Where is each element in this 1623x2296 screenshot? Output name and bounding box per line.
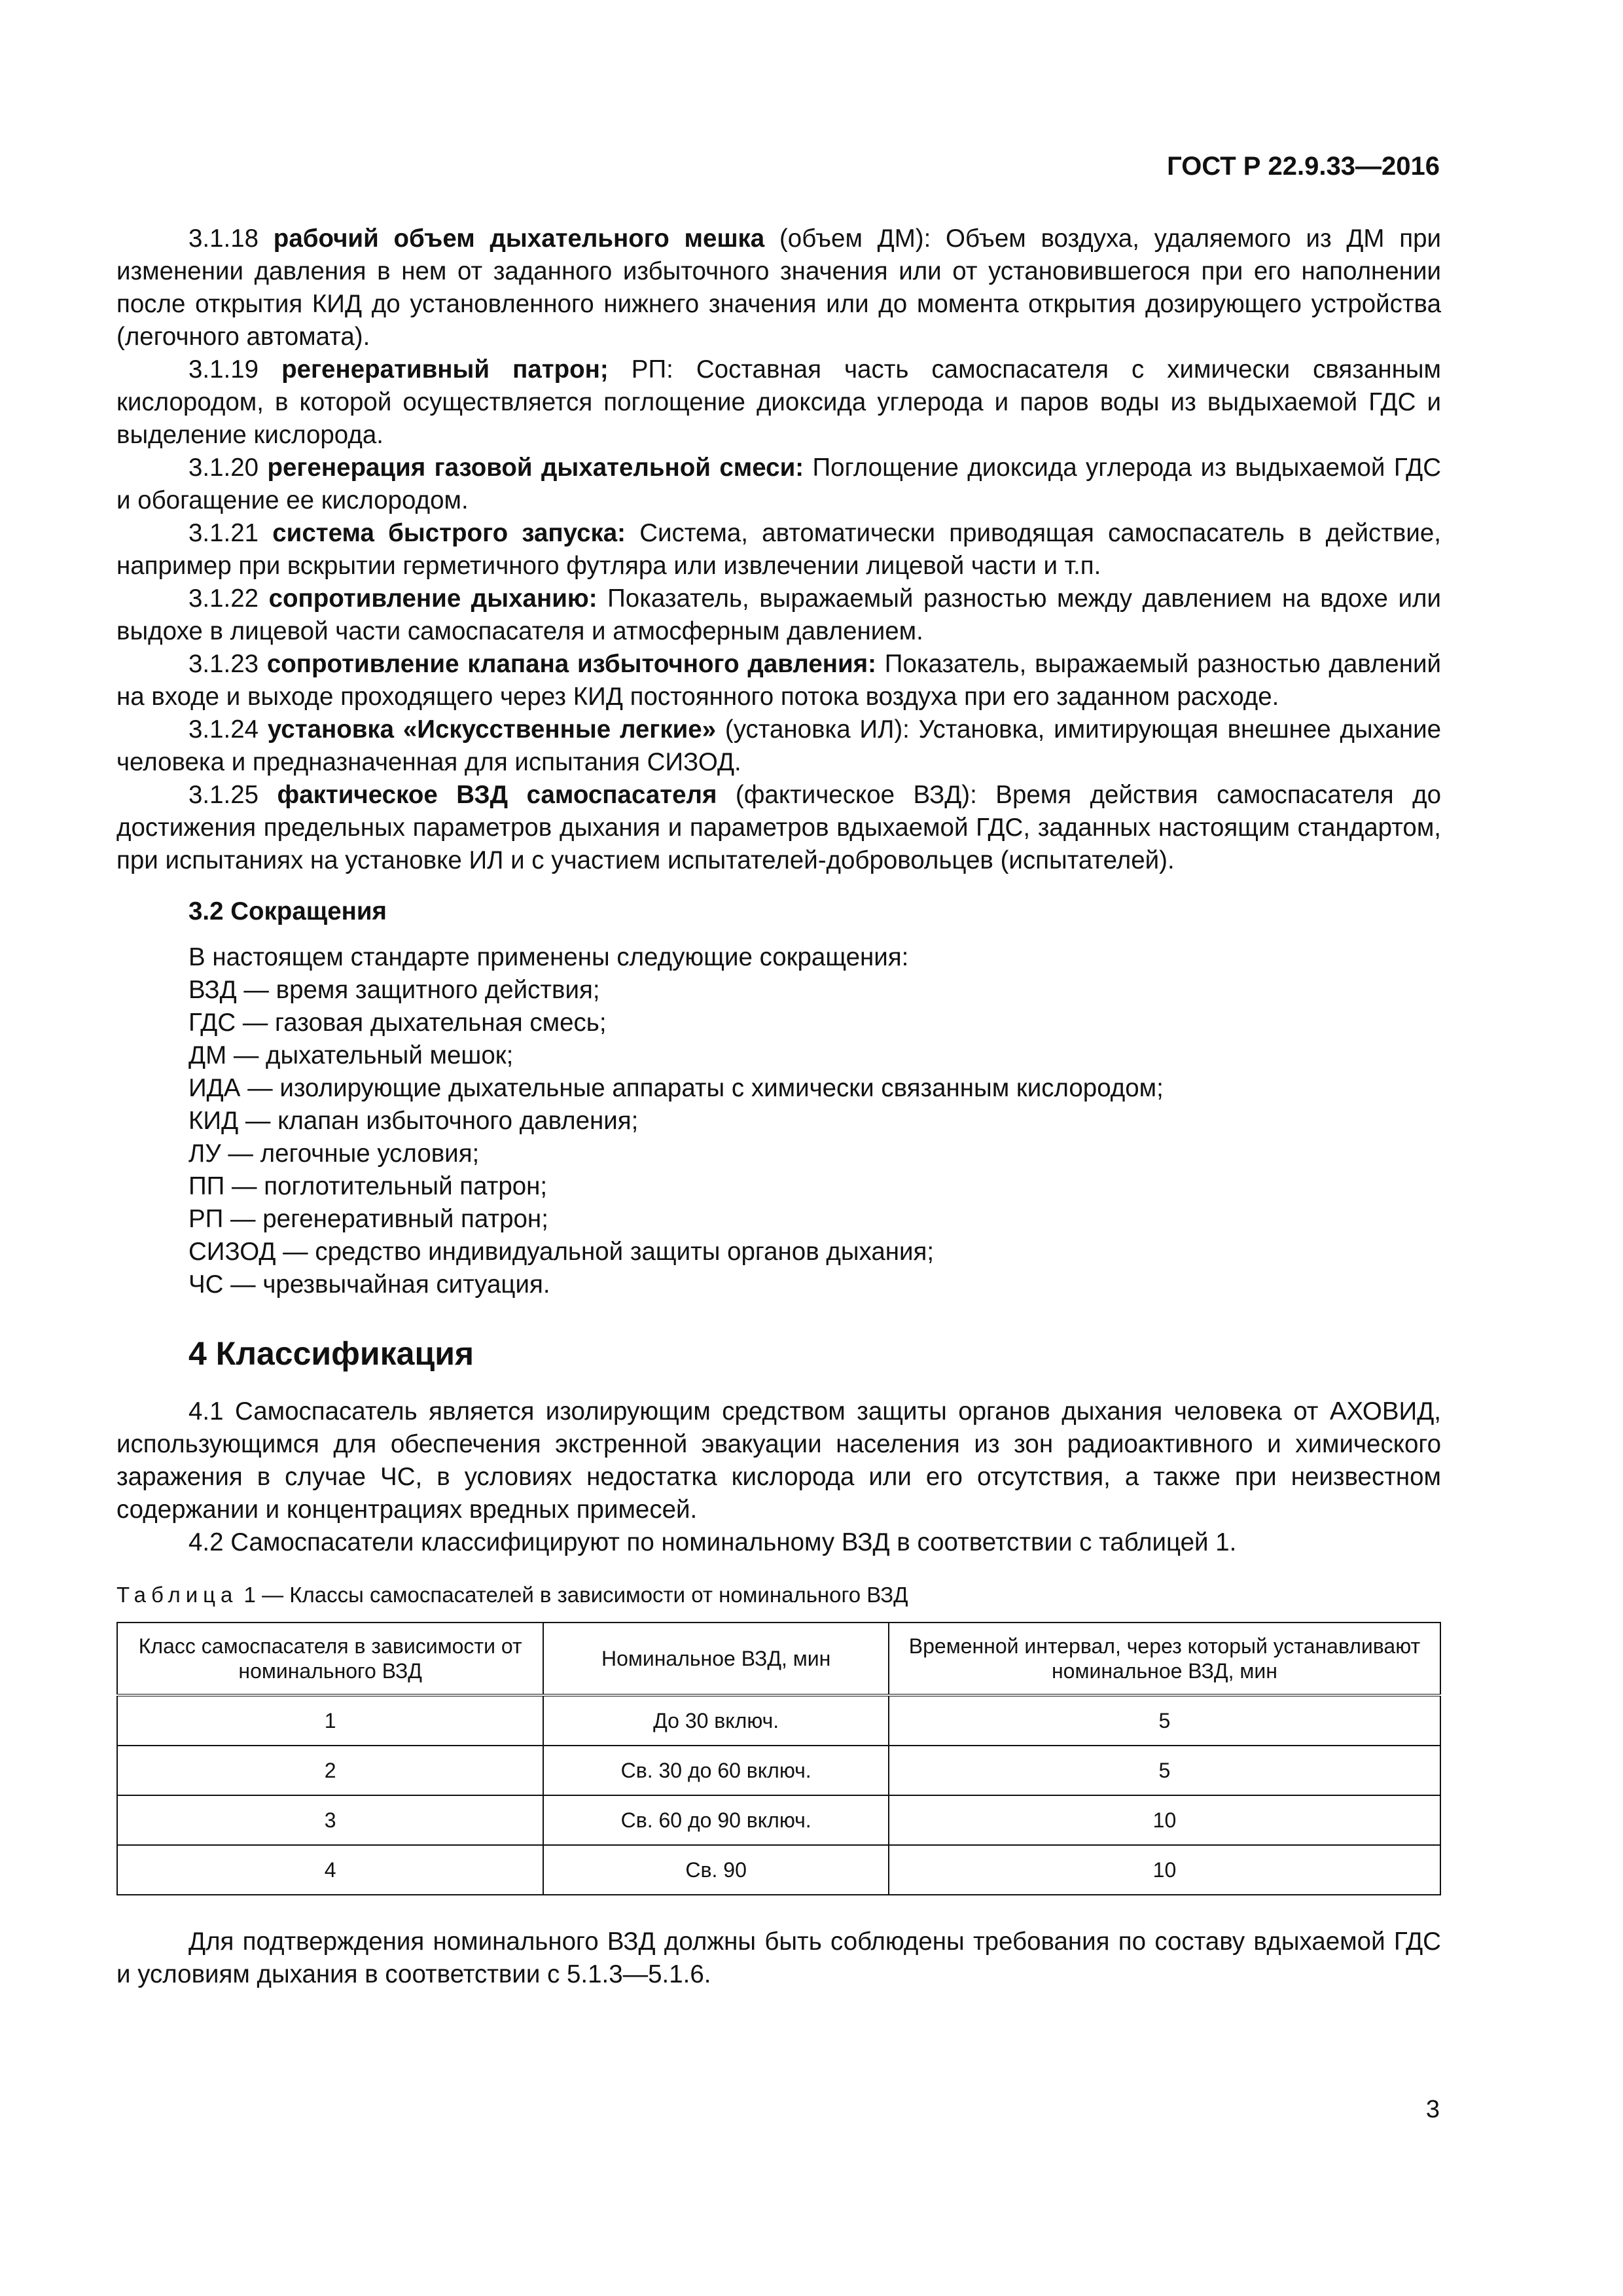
abbreviation-item: ДМ — дыхательный мешок; — [188, 1041, 514, 1069]
abbreviations-list — [116, 974, 1441, 1301]
table-caption — [116, 1581, 1441, 1609]
table-cell: До 30 включ. — [543, 1695, 889, 1746]
definition-number: 3.1.24 — [188, 715, 259, 744]
document-body — [116, 223, 1441, 1991]
table-cell: Св. 60 до 90 включ. — [543, 1795, 889, 1845]
table-header-cell: Номинальное ВЗД, мин — [543, 1623, 889, 1695]
table-cell: Св. 30 до 60 включ. — [543, 1746, 889, 1795]
abbreviations-intro: В настоящем стандарте применены следующие сокращения: — [188, 943, 909, 971]
definition-3-1-22 — [116, 583, 1441, 648]
definition-3-1-19 — [116, 353, 1441, 452]
abbreviation-item: ЧС — чрезвычайная ситуация. — [188, 1270, 550, 1299]
definition-number: 3.1.18 — [188, 224, 259, 253]
definition-3-1-21 — [116, 517, 1441, 583]
definition-text: РП: Составная часть самоспасателя с химически связанным кислородом, в которой осуществляется поглощение диоксида углерода и паров воды из выдыхаемой ГДС и выделение кислорода. — [116, 355, 1441, 449]
table-cell: 5 — [889, 1746, 1440, 1795]
abbreviation-item: ГДС — газовая дыхательная смесь; — [188, 1009, 607, 1037]
definition-text: Показатель, выражаемый разностью давлений на входе и выходе проходящего через КИД постоянного потока воздуха при его заданном расходе. — [116, 650, 1441, 711]
definition-text: (объем ДМ): Объем воздуха, удаляемого из ДМ при изменении давления в нем от заданного избыточного значения или от установившегося при его наполнении после открытия КИД до установленного нижнего значения или до момента открытия дозирующего устройства (легочного автомата). — [116, 224, 1441, 351]
definition-term: сопротивление дыханию: — [268, 584, 597, 613]
definition-term: фактическое ВЗД самоспасателя — [277, 781, 717, 809]
table-cell: 5 — [889, 1695, 1440, 1746]
document-code: ГОСТ Р 22.9.33—2016 — [1167, 152, 1440, 181]
table-row — [117, 1795, 1440, 1845]
definition-number: 3.1.21 — [188, 519, 259, 547]
definition-term: регенерация газовой дыхательной смеси: — [267, 454, 804, 482]
table-cell: 2 — [117, 1746, 543, 1795]
definitions-list — [116, 223, 1441, 877]
definition-number: 3.1.23 — [188, 650, 259, 678]
definition-text: Показатель, выражаемый разностью между давлением на вдохе или выдохе в лицевой части самоспасателя и атмосферным давлением. — [116, 584, 1441, 645]
paragraph-4-1: 4.1 Самоспасатель является изолирующим средством защиты органов дыхания человека от АХОВИД, использующимся для обеспечения экстренной эвакуации населения из зон радиоактивного и химического заражения в случае ЧС, в условиях недостатка кислорода или его отсутствия, а также при неизвестном содержании и концентрациях вредных примесей. — [116, 1397, 1441, 1524]
table-cell: 1 — [117, 1695, 543, 1746]
definition-3-1-25 — [116, 779, 1441, 877]
definition-3-1-24 — [116, 713, 1441, 779]
definition-3-1-18 — [116, 223, 1441, 353]
definition-number: 3.1.22 — [188, 584, 259, 613]
section-title: 4 Классификация — [188, 1335, 474, 1372]
abbreviation-item: СИЗОД — средство индивидуальной защиты органов дыхания; — [188, 1238, 935, 1266]
table-cell: 10 — [889, 1845, 1440, 1895]
definition-term: система быстрого запуска: — [272, 519, 626, 547]
abbreviation-item: ЛУ — легочные условия; — [188, 1139, 480, 1168]
definition-term: регенеративный патрон; — [281, 355, 609, 384]
definition-text: (фактическое ВЗД): Время действия самоспасателя до достижения предельных параметров дыхания и параметров вдыхаемой ГДС, заданных настоящим стандартом, при испытаниях на установке ИЛ и с участием испытателей-добровольцев (испытателей). — [116, 781, 1441, 874]
table-row — [117, 1746, 1440, 1795]
paragraph-after-table: Для подтверждения номинального ВЗД должны быть соблюдены требования по составу вдыхаемой ГДС и условиям дыхания в соответствии с 5.1.3—5.1.6. — [116, 1928, 1441, 1988]
table-row — [117, 1845, 1440, 1895]
classification-table — [116, 1622, 1441, 1895]
abbreviation-item: РП — регенеративный патрон; — [188, 1205, 548, 1233]
table-caption-text: 1 — Классы самоспасателей в зависимости от номинального ВЗД — [238, 1583, 908, 1607]
table-cell: Св. 90 — [543, 1845, 889, 1895]
table-header-cell: Класс самоспасателя в зависимости от номинального ВЗД — [117, 1623, 543, 1695]
definition-number: 3.1.25 — [188, 781, 259, 809]
definition-3-1-23 — [116, 648, 1441, 713]
definition-text: (установка ИЛ): Установка, имитирующая внешнее дыхание человека и предназначенная для испытания СИЗОД. — [116, 715, 1441, 776]
table-cell: 10 — [889, 1795, 1440, 1845]
definition-text: Поглощение диоксида углерода из выдыхаемой ГДС и обогащение ее кислородом. — [116, 454, 1441, 514]
definition-term: рабочий объем дыхательного мешка — [273, 224, 765, 253]
definition-term: установка «Искусственные легкие» — [267, 715, 717, 744]
paragraph-4-2: 4.2 Самоспасатели классифицируют по номинальному ВЗД в соответствии с таблицей 1. — [188, 1528, 1237, 1556]
table-header-cell: Временной интервал, через который устанавливают номинальное ВЗД, мин — [889, 1623, 1440, 1695]
abbreviation-item: КИД — клапан избыточного давления; — [188, 1107, 639, 1135]
table-row — [117, 1695, 1440, 1746]
abbreviations-heading: 3.2 Сокращения — [188, 897, 387, 925]
table-cell: 3 — [117, 1795, 543, 1845]
definition-number: 3.1.19 — [188, 355, 259, 384]
abbreviation-item: ИДА — изолирующие дыхательные аппараты с химически связанным кислородом; — [188, 1074, 1164, 1102]
table-header-row — [117, 1623, 1440, 1695]
abbreviation-item: ПП — поглотительный патрон; — [188, 1172, 548, 1200]
definition-3-1-20 — [116, 452, 1441, 517]
definition-number: 3.1.20 — [188, 454, 259, 482]
table-cell: 4 — [117, 1845, 543, 1895]
abbreviation-item: ВЗД — время защитного действия; — [188, 976, 600, 1004]
definition-text: Система, автоматически приводящая самоспасатель в действие, например при вскрытии герметичного футляра или извлечении лицевой части и т.п. — [116, 519, 1441, 580]
definition-term: сопротивление клапана избыточного давления: — [266, 650, 876, 678]
table-caption-label: Таблица — [116, 1583, 238, 1607]
page-number: 3 — [1425, 2096, 1440, 2123]
